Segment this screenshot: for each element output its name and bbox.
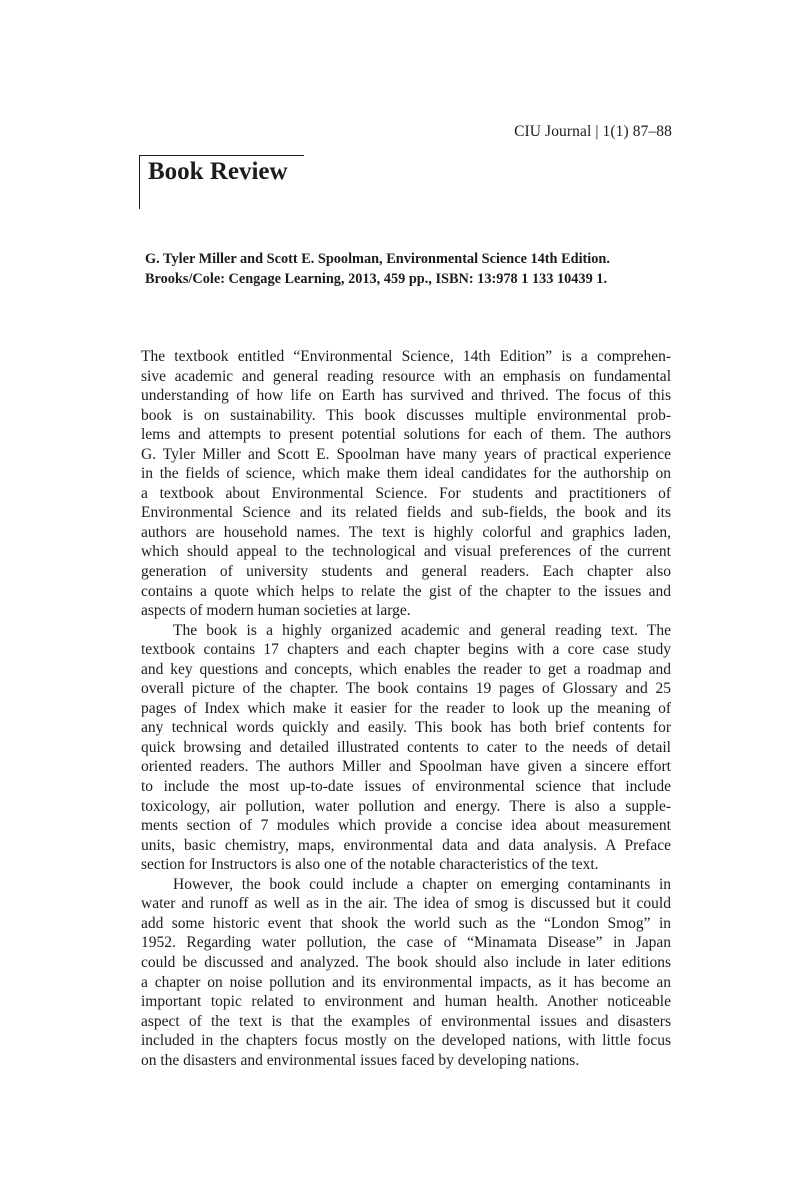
running-header: CIU Journal | 1(1) 87–88: [514, 123, 672, 140]
body-line: which should appeal to the technological and visual preferences of the current: [141, 543, 671, 561]
body-line: G. Tyler Miller and Scott E. Spoolman have many years of practical experience: [141, 445, 671, 463]
body-line: lems and attempts to present potential solutions for each of them. The authors: [141, 426, 671, 444]
body-line: aspect of the text is that the examples of environmental issues and disasters: [141, 1012, 671, 1030]
body-line: contains a quote which helps to relate the gist of the chapter to the issues and: [141, 582, 671, 600]
body-line: generation of university students and general readers. Each chapter also: [141, 563, 671, 581]
body-line: The book is a highly organized academic and general reading text. The: [173, 621, 671, 639]
body-line: to include the most up-to-date issues of environmental science that include: [141, 778, 671, 796]
body-line: textbook contains 17 chapters and each chapter begins with a core case study: [141, 641, 671, 659]
body-paragraph: [141, 875, 671, 1070]
body-line: could be discussed and analyzed. The book should also include in later editions: [141, 953, 671, 971]
review-body: [141, 347, 671, 1070]
body-line: sive academic and general reading resource with an emphasis on fundamental: [141, 367, 671, 385]
body-paragraph: [141, 347, 671, 621]
body-line: Environmental Science and its related fields and sub-fields, the book and its: [141, 504, 671, 522]
body-line: book is on sustainability. This book discusses multiple environmental prob-: [141, 406, 671, 424]
body-line: on the disasters and environmental issues faced by developing nations.: [141, 1051, 580, 1069]
body-line: understanding of how life on Earth has survived and thrived. The focus of this: [141, 387, 671, 405]
section-title: Book Review: [148, 158, 288, 185]
body-line: included in the chapters focus mostly on the developed nations, with little focus: [141, 1032, 671, 1050]
body-line: section for Instructors is also one of the notable characteristics of the text.: [141, 856, 599, 874]
body-line: units, basic chemistry, maps, environmental data and data analysis. A Preface: [141, 836, 671, 854]
book-citation: [145, 250, 677, 289]
body-line: oriented readers. The authors Miller and Spoolman have given a sincere effort: [141, 758, 671, 776]
body-line: However, the book could include a chapter on emerging contaminants in: [173, 875, 671, 893]
body-line: add some historic event that shook the world such as the “London Smog” in: [141, 914, 671, 932]
body-line: water and runoff as well as in the air. The idea of smog is discussed but it could: [141, 895, 671, 913]
body-line: The textbook entitled “Environmental Science, 14th Edition” is a comprehen-: [141, 348, 671, 365]
body-line: toxicology, air pollution, water pollution and energy. There is also a supple-: [141, 797, 671, 815]
body-line: aspects of modern human societies at large.: [141, 602, 411, 620]
body-line: quick browsing and detailed illustrated contents to cater to the needs of detail: [141, 738, 671, 756]
body-line: authors are household names. The text is highly colorful and graphics laden,: [141, 523, 671, 541]
body-line: overall picture of the chapter. The book contains 19 pages of Glossary and 25: [141, 680, 671, 698]
body-line: and key questions and concepts, which enables the reader to get a roadmap and: [141, 660, 671, 678]
body-line: a textbook about Environmental Science. For students and practitioners of: [141, 484, 671, 502]
body-line: 1952. Regarding water pollution, the case of “Minamata Disease” in Japan: [141, 934, 671, 952]
body-line: important topic related to environment and human health. Another noticeable: [141, 993, 671, 1011]
body-paragraph: [141, 621, 671, 875]
body-line: any technical words quickly and easily. This book has both brief contents for: [141, 719, 671, 737]
citation-line: Brooks/Cole: Cengage Learning, 2013, 459 pp., ISBN: 13:978 1 133 10439 1.: [145, 270, 608, 287]
body-line: ments section of 7 modules which provide a concise idea about measurement: [141, 817, 671, 835]
body-line: in the fields of science, which make them ideal candidates for the authorship on: [141, 465, 671, 483]
citation-line: G. Tyler Miller and Scott E. Spoolman, Environmental Science 14th Edition.: [145, 251, 610, 267]
body-line: pages of Index which make it easier for the reader to look up the meaning of: [141, 699, 671, 717]
body-line: a chapter on noise pollution and its environmental impacts, as it has become an: [141, 973, 671, 991]
